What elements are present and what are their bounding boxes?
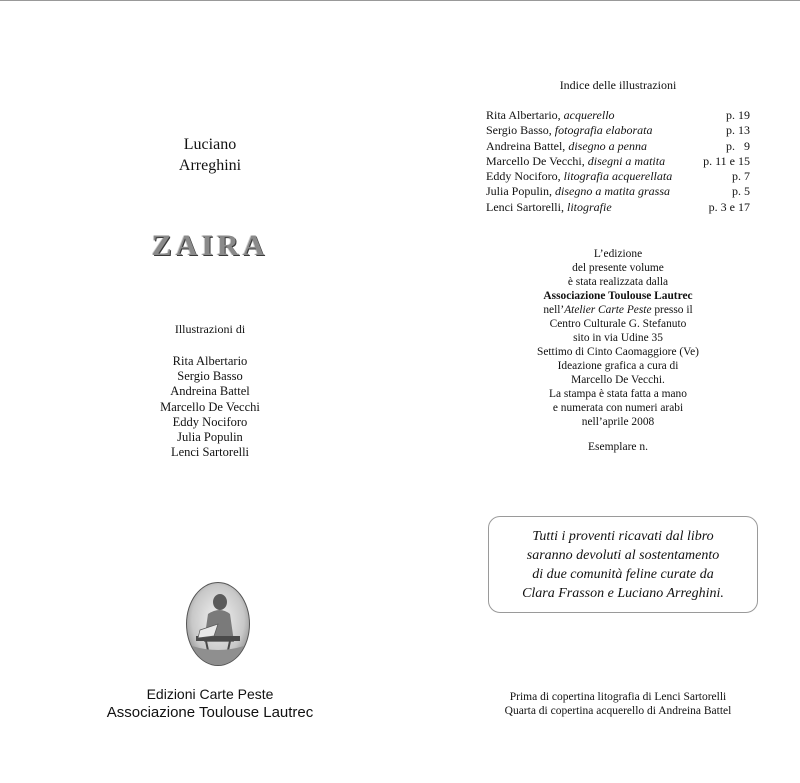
index-artist: Julia Populin, [486, 184, 553, 199]
colophon-atelier: Atelier Carte Peste [564, 304, 652, 316]
illustrations-heading: Illustrazioni di [174, 322, 246, 336]
colophon-line: del presente volume [572, 262, 664, 274]
front-cover-credit: Prima di copertina litografia di Lenci Sartorelli [509, 691, 727, 703]
proceeds-line: Clara Frasson e Luciano Arreghini. [522, 586, 724, 601]
index-artist: Sergio Basso, [486, 123, 552, 138]
publisher-block [60, 686, 360, 722]
proceeds-note-box [488, 516, 758, 613]
colophon-line: Settimo di Cinto Caomaggiore (Ve) [537, 346, 699, 358]
illustrator-item: Andreina Battel [170, 384, 250, 399]
illustration-index [486, 108, 750, 215]
index-technique: disegno a penna [568, 138, 647, 153]
illustrator-item: Julia Populin [177, 430, 243, 445]
index-row [486, 139, 750, 154]
index-row [486, 169, 750, 184]
book-title: ZAIRA [151, 229, 269, 262]
index-page: p. 9 [726, 138, 750, 153]
colophon-line: e numerata con numeri arabi [552, 402, 684, 414]
illustrator-item: Marcello De Vecchi [160, 399, 260, 414]
back-cover-credit: Quarta di copertina acquerello di Andreina Battel [504, 705, 732, 717]
illustrator-item: Rita Albertario [172, 354, 248, 368]
index-row [486, 184, 750, 199]
colophon-line: Centro Culturale G. Stefanuto [549, 318, 687, 330]
index-page: p. 11 e 15 [703, 153, 750, 168]
publisher-association: Associazione Toulouse Lautrec [106, 704, 314, 721]
colophon-text: presso il [651, 304, 693, 316]
colophon-text: nell’ [543, 304, 565, 316]
index-technique: fotografia elaborata [554, 123, 653, 138]
index-page: p. 19 [726, 108, 750, 122]
proceeds-line: Tutti i proventi ricavati dal libro [532, 529, 714, 544]
author-name [120, 134, 300, 176]
colophon-line: è stata realizzata dalla [567, 276, 669, 288]
illustrator-item: Lenci Sartorelli [170, 445, 250, 460]
index-row [486, 154, 750, 169]
index-technique: litografie [566, 199, 612, 214]
index-technique: disegno a matita grassa [555, 184, 671, 199]
proceeds-line: di due comunità feline curate da [532, 567, 714, 582]
index-artist: Eddy Nociforo, [486, 169, 561, 184]
colophon-line: Marcello De Vecchi. [571, 374, 665, 386]
index-row [486, 200, 750, 215]
index-page: p. 5 [732, 184, 750, 199]
colophon-line: nell’aprile 2008 [581, 416, 655, 428]
illustrator-item: Sergio Basso [177, 369, 243, 384]
index-page: p. 13 [726, 123, 750, 138]
edition-colophon [480, 247, 756, 429]
index-page: p. 3 e 17 [708, 199, 750, 214]
index-row [486, 108, 750, 123]
colophon-line [480, 303, 756, 317]
index-technique: acquerello [563, 108, 615, 122]
illustrator-item: Eddy Nociforo [172, 414, 248, 429]
author-first-name: Luciano [183, 136, 237, 153]
index-heading: Indice delle illustrazioni [559, 78, 677, 92]
index-artist: Andreina Battel, [486, 138, 566, 153]
copy-number-label: Esemplare n. [587, 441, 649, 453]
colophon-line: L’edizione [593, 248, 643, 260]
illustrators-list [110, 354, 310, 460]
index-row [486, 123, 750, 138]
colophon-association: Associazione Toulouse Lautrec [543, 290, 693, 302]
colophon-line: La stampa è stata fatta a mano [549, 388, 687, 400]
cover-credits [470, 690, 766, 718]
index-page: p. 7 [732, 169, 750, 184]
index-technique: disegni a matita [587, 153, 666, 168]
index-artist: Marcello De Vecchi, [486, 153, 585, 168]
index-technique: litografia acquerellata [563, 169, 673, 184]
index-artist: Rita Albertario, [486, 108, 561, 122]
colophon-line: Ideazione grafica a cura di [557, 360, 679, 372]
index-artist: Lenci Sartorelli, [486, 199, 564, 214]
colophon-line: sito in via Udine 35 [573, 332, 663, 344]
author-last-name: Arreghini [178, 157, 242, 174]
publisher-logo-medallion [184, 580, 252, 668]
proceeds-line: saranno devoluti al sostentamento [526, 548, 720, 563]
publisher-imprint: Edizioni Carte Peste [146, 686, 274, 702]
top-border-line [0, 0, 800, 1]
